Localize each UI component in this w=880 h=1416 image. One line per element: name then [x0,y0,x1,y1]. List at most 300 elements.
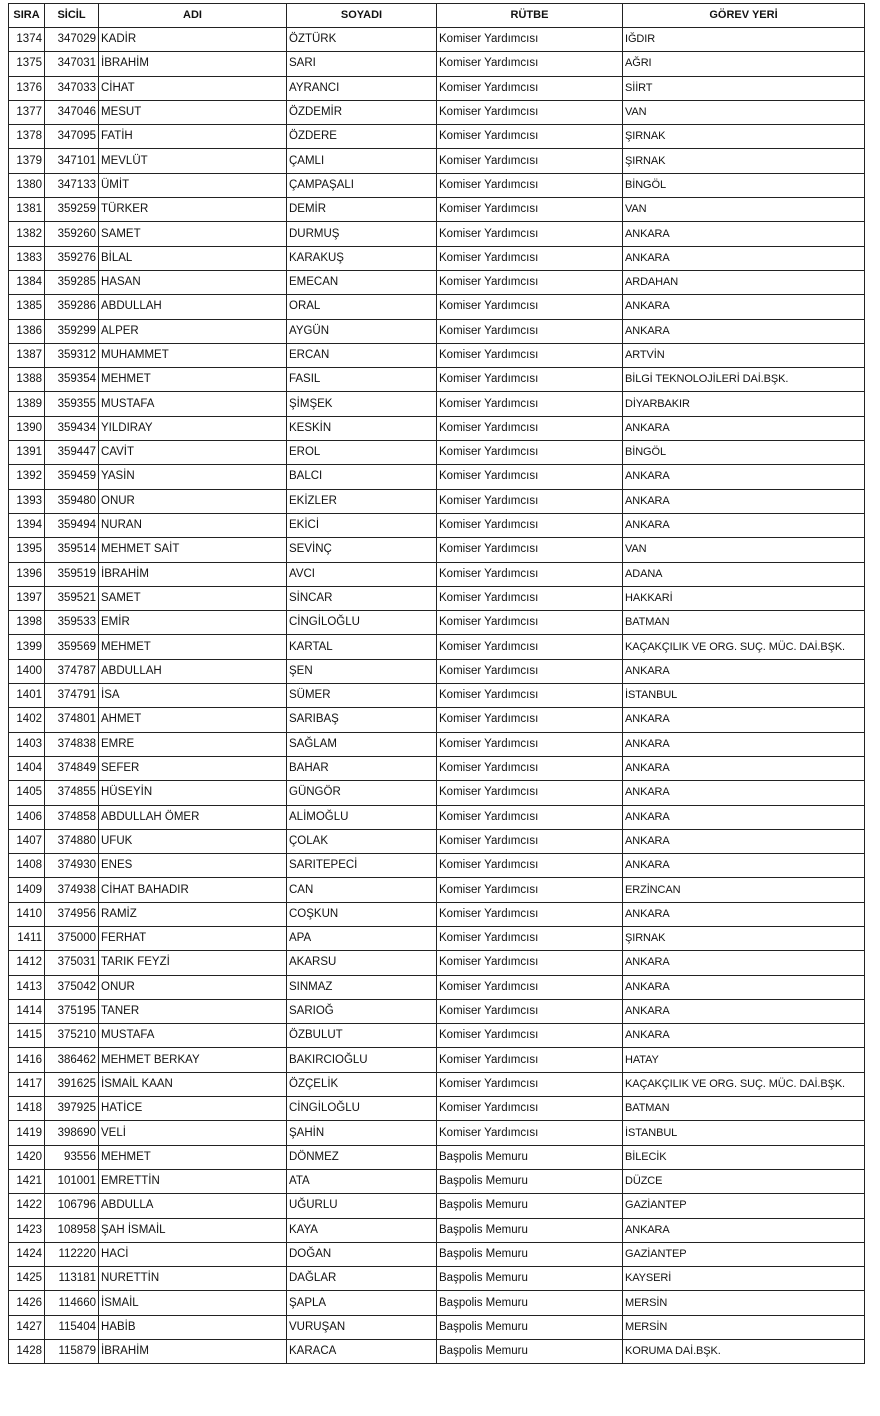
cell-sicil: 359521 [45,586,99,610]
cell-sicil: 374838 [45,732,99,756]
cell-soyadi: SAĞLAM [287,732,437,756]
cell-sira: 1402 [9,708,45,732]
table-row [9,1072,865,1096]
cell-soyadi: KARTAL [287,635,437,659]
cell-sicil: 374880 [45,829,99,853]
cell-sira: 1398 [9,611,45,635]
cell-sicil: 114660 [45,1291,99,1315]
cell-sira: 1382 [9,222,45,246]
cell-sicil: 359260 [45,222,99,246]
cell-adi: İSA [99,684,287,708]
table-row [9,999,865,1023]
cell-adi: AHMET [99,708,287,732]
table-row [9,684,865,708]
cell-adi: ÜMİT [99,173,287,197]
cell-sira: 1418 [9,1097,45,1121]
cell-gorev-yeri: BİNGÖL [623,173,865,197]
cell-gorev-yeri: BİLECİK [623,1145,865,1169]
table-row [9,441,865,465]
cell-sira: 1425 [9,1267,45,1291]
cell-rutbe: Komiser Yardımcısı [437,198,623,222]
cell-gorev-yeri: ŞIRNAK [623,125,865,149]
table-row [9,1242,865,1266]
cell-gorev-yeri: ANKARA [623,732,865,756]
table-row [9,1048,865,1072]
cell-sira: 1388 [9,368,45,392]
cell-adi: CAVİT [99,441,287,465]
table-row [9,198,865,222]
cell-rutbe: Komiser Yardımcısı [437,295,623,319]
cell-rutbe: Komiser Yardımcısı [437,1024,623,1048]
table-row [9,951,865,975]
table-row [9,489,865,513]
cell-soyadi: SINMAZ [287,975,437,999]
cell-adi: SAMET [99,222,287,246]
cell-sira: 1376 [9,76,45,100]
cell-rutbe: Komiser Yardımcısı [437,975,623,999]
cell-gorev-yeri: ARDAHAN [623,270,865,294]
cell-sira: 1417 [9,1072,45,1096]
cell-gorev-yeri: ARTVİN [623,343,865,367]
cell-sicil: 93556 [45,1145,99,1169]
cell-rutbe: Başpolis Memuru [437,1315,623,1339]
cell-adi: ABDULLAH [99,659,287,683]
cell-rutbe: Komiser Yardımcısı [437,76,623,100]
cell-sira: 1380 [9,173,45,197]
cell-sira: 1397 [9,586,45,610]
table-row [9,76,865,100]
cell-rutbe: Başpolis Memuru [437,1218,623,1242]
table-row [9,1267,865,1291]
cell-adi: ALPER [99,319,287,343]
cell-gorev-yeri: AĞRI [623,52,865,76]
cell-gorev-yeri: DİYARBAKIR [623,392,865,416]
header-adi: ADI [99,4,287,28]
cell-gorev-yeri: ANKARA [623,975,865,999]
cell-soyadi: ÇAMLI [287,149,437,173]
cell-rutbe: Başpolis Memuru [437,1291,623,1315]
cell-adi: FERHAT [99,926,287,950]
table-row [9,829,865,853]
cell-adi: TARIK FEYZİ [99,951,287,975]
cell-soyadi: ÖZDERE [287,125,437,149]
cell-gorev-yeri: ANKARA [623,1218,865,1242]
cell-sicil: 359533 [45,611,99,635]
cell-soyadi: FASIL [287,368,437,392]
cell-gorev-yeri: IĞDIR [623,28,865,52]
cell-soyadi: ŞİMŞEK [287,392,437,416]
cell-rutbe: Komiser Yardımcısı [437,1048,623,1072]
cell-sira: 1374 [9,28,45,52]
cell-sicil: 375210 [45,1024,99,1048]
cell-adi: BİLAL [99,246,287,270]
cell-sira: 1416 [9,1048,45,1072]
cell-sicil: 115404 [45,1315,99,1339]
cell-rutbe: Komiser Yardımcısı [437,465,623,489]
cell-sira: 1414 [9,999,45,1023]
cell-adi: İBRAHİM [99,1340,287,1364]
cell-soyadi: DÖNMEZ [287,1145,437,1169]
cell-rutbe: Komiser Yardımcısı [437,1097,623,1121]
cell-rutbe: Komiser Yardımcısı [437,659,623,683]
cell-sira: 1420 [9,1145,45,1169]
cell-gorev-yeri: VAN [623,538,865,562]
cell-rutbe: Komiser Yardımcısı [437,805,623,829]
cell-sira: 1391 [9,441,45,465]
cell-sicil: 347031 [45,52,99,76]
table-row [9,1145,865,1169]
cell-adi: ONUR [99,489,287,513]
cell-gorev-yeri: ANKARA [623,829,865,853]
cell-soyadi: ŞEN [287,659,437,683]
cell-rutbe: Komiser Yardımcısı [437,878,623,902]
cell-gorev-yeri: ANKARA [623,659,865,683]
cell-gorev-yeri: ANKARA [623,465,865,489]
cell-rutbe: Komiser Yardımcısı [437,1072,623,1096]
table-row [9,1169,865,1193]
cell-soyadi: BAHAR [287,756,437,780]
cell-sicil: 359285 [45,270,99,294]
cell-soyadi: ERCAN [287,343,437,367]
header-sicil: SİCİL [45,4,99,28]
cell-rutbe: Komiser Yardımcısı [437,684,623,708]
cell-sicil: 347046 [45,100,99,124]
cell-sicil: 374801 [45,708,99,732]
table-row [9,222,865,246]
cell-adi: İBRAHİM [99,562,287,586]
cell-sicil: 374956 [45,902,99,926]
cell-sira: 1395 [9,538,45,562]
cell-sicil: 374855 [45,781,99,805]
cell-adi: ONUR [99,975,287,999]
cell-rutbe: Komiser Yardımcısı [437,125,623,149]
cell-adi: YASİN [99,465,287,489]
cell-sicil: 374849 [45,756,99,780]
cell-sira: 1385 [9,295,45,319]
cell-soyadi: VURUŞAN [287,1315,437,1339]
cell-adi: CİHAT [99,76,287,100]
cell-sicil: 359312 [45,343,99,367]
table-row [9,1024,865,1048]
cell-soyadi: KARACA [287,1340,437,1364]
cell-gorev-yeri: DÜZCE [623,1169,865,1193]
cell-gorev-yeri: ANKARA [623,246,865,270]
cell-soyadi: SARIBAŞ [287,708,437,732]
cell-gorev-yeri: ANKARA [623,416,865,440]
cell-sicil: 359299 [45,319,99,343]
cell-sicil: 359434 [45,416,99,440]
cell-gorev-yeri: BATMAN [623,611,865,635]
cell-adi: TÜRKER [99,198,287,222]
cell-sicil: 397925 [45,1097,99,1121]
table-row [9,586,865,610]
cell-rutbe: Başpolis Memuru [437,1242,623,1266]
cell-sicil: 359286 [45,295,99,319]
cell-sira: 1389 [9,392,45,416]
cell-sicil: 375195 [45,999,99,1023]
table-row [9,1121,865,1145]
cell-gorev-yeri: KAÇAKÇILIK VE ORG. SUÇ. MÜC. DAİ.BŞK. [623,1072,865,1096]
cell-adi: MESUT [99,100,287,124]
cell-adi: EMRETTİN [99,1169,287,1193]
cell-soyadi: ÖZDEMİR [287,100,437,124]
cell-sira: 1381 [9,198,45,222]
cell-soyadi: UĞURLU [287,1194,437,1218]
cell-gorev-yeri: ANKARA [623,319,865,343]
cell-soyadi: CAN [287,878,437,902]
cell-rutbe: Komiser Yardımcısı [437,781,623,805]
cell-sira: 1375 [9,52,45,76]
cell-soyadi: ÇOLAK [287,829,437,853]
cell-sira: 1390 [9,416,45,440]
cell-sira: 1394 [9,513,45,537]
cell-sira: 1407 [9,829,45,853]
cell-gorev-yeri: ANKARA [623,708,865,732]
cell-soyadi: ÇAMPAŞALI [287,173,437,197]
cell-sicil: 374787 [45,659,99,683]
cell-rutbe: Komiser Yardımcısı [437,999,623,1023]
cell-sicil: 347133 [45,173,99,197]
cell-soyadi: AYGÜN [287,319,437,343]
table-row [9,368,865,392]
cell-rutbe: Komiser Yardımcısı [437,586,623,610]
cell-adi: MEHMET [99,1145,287,1169]
header-rutbe: RÜTBE [437,4,623,28]
cell-sicil: 112220 [45,1242,99,1266]
cell-soyadi: ŞAHİN [287,1121,437,1145]
cell-sira: 1399 [9,635,45,659]
cell-gorev-yeri: ANKARA [623,951,865,975]
cell-gorev-yeri: HAKKARİ [623,586,865,610]
cell-rutbe: Komiser Yardımcısı [437,611,623,635]
cell-gorev-yeri: BATMAN [623,1097,865,1121]
cell-soyadi: KESKİN [287,416,437,440]
cell-rutbe: Komiser Yardımcısı [437,416,623,440]
cell-adi: MUSTAFA [99,392,287,416]
cell-adi: MEVLÜT [99,149,287,173]
cell-adi: MEHMET [99,368,287,392]
cell-soyadi: SARI [287,52,437,76]
cell-sira: 1410 [9,902,45,926]
cell-adi: HATİCE [99,1097,287,1121]
cell-sicil: 359519 [45,562,99,586]
table-row [9,465,865,489]
cell-soyadi: SARITEPECİ [287,854,437,878]
cell-sira: 1411 [9,926,45,950]
cell-sira: 1424 [9,1242,45,1266]
cell-rutbe: Komiser Yardımcısı [437,902,623,926]
cell-soyadi: ÖZBULUT [287,1024,437,1048]
cell-rutbe: Komiser Yardımcısı [437,222,623,246]
cell-sira: 1421 [9,1169,45,1193]
cell-sira: 1419 [9,1121,45,1145]
cell-gorev-yeri: ANKARA [623,756,865,780]
cell-rutbe: Başpolis Memuru [437,1169,623,1193]
cell-sira: 1408 [9,854,45,878]
cell-soyadi: BALCI [287,465,437,489]
cell-adi: HABİB [99,1315,287,1339]
cell-gorev-yeri: VAN [623,198,865,222]
cell-sicil: 359514 [45,538,99,562]
cell-soyadi: SARIOĞ [287,999,437,1023]
cell-soyadi: CİNGİLOĞLU [287,611,437,635]
table-row [9,343,865,367]
cell-gorev-yeri: ANKARA [623,805,865,829]
cell-gorev-yeri: İSTANBUL [623,684,865,708]
cell-adi: KADİR [99,28,287,52]
table-row [9,1218,865,1242]
cell-gorev-yeri: ANKARA [623,222,865,246]
cell-soyadi: CİNGİLOĞLU [287,1097,437,1121]
cell-adi: MEHMET [99,635,287,659]
table-row [9,513,865,537]
cell-adi: ABDULLAH ÖMER [99,805,287,829]
cell-sicil: 374791 [45,684,99,708]
table-row [9,805,865,829]
header-row [9,4,865,28]
cell-adi: SAMET [99,586,287,610]
cell-soyadi: DURMUŞ [287,222,437,246]
cell-gorev-yeri: HATAY [623,1048,865,1072]
cell-soyadi: DOĞAN [287,1242,437,1266]
cell-soyadi: APA [287,926,437,950]
table-row [9,295,865,319]
personnel-table [8,3,865,1364]
cell-rutbe: Komiser Yardımcısı [437,246,623,270]
table-body [9,28,865,1364]
cell-adi: UFUK [99,829,287,853]
cell-adi: VELİ [99,1121,287,1145]
cell-rutbe: Komiser Yardımcısı [437,28,623,52]
cell-adi: İSMAİL [99,1291,287,1315]
table-row [9,28,865,52]
cell-adi: MUSTAFA [99,1024,287,1048]
cell-sicil: 115879 [45,1340,99,1364]
cell-sicil: 359459 [45,465,99,489]
cell-sicil: 359354 [45,368,99,392]
cell-sira: 1412 [9,951,45,975]
cell-gorev-yeri: GAZİANTEP [623,1242,865,1266]
cell-gorev-yeri: ANKARA [623,902,865,926]
table-row [9,125,865,149]
header-sira: SIRA [9,4,45,28]
cell-gorev-yeri: VAN [623,100,865,124]
cell-sira: 1386 [9,319,45,343]
cell-adi: CİHAT BAHADIR [99,878,287,902]
cell-soyadi: KARAKUŞ [287,246,437,270]
table-row [9,975,865,999]
cell-rutbe: Komiser Yardımcısı [437,829,623,853]
cell-rutbe: Komiser Yardımcısı [437,732,623,756]
cell-sira: 1405 [9,781,45,805]
cell-sicil: 359355 [45,392,99,416]
table-row [9,708,865,732]
cell-soyadi: AVCI [287,562,437,586]
cell-soyadi: EKİZLER [287,489,437,513]
cell-sira: 1423 [9,1218,45,1242]
cell-adi: ABDULLAH [99,295,287,319]
cell-sira: 1406 [9,805,45,829]
cell-gorev-yeri: ANKARA [623,999,865,1023]
cell-rutbe: Başpolis Memuru [437,1194,623,1218]
cell-rutbe: Komiser Yardımcısı [437,343,623,367]
table-row [9,732,865,756]
cell-sicil: 347033 [45,76,99,100]
table-row [9,392,865,416]
cell-sicil: 375042 [45,975,99,999]
table-row [9,611,865,635]
table-row [9,926,865,950]
cell-sicil: 391625 [45,1072,99,1096]
cell-adi: NURAN [99,513,287,537]
cell-gorev-yeri: ANKARA [623,295,865,319]
table-row [9,659,865,683]
table-row [9,1097,865,1121]
table-row [9,1194,865,1218]
cell-gorev-yeri: KAÇAKÇILIK VE ORG. SUÇ. MÜC. DAİ.BŞK. [623,635,865,659]
cell-sicil: 359480 [45,489,99,513]
cell-adi: HÜSEYİN [99,781,287,805]
table-row [9,1340,865,1364]
cell-rutbe: Komiser Yardımcısı [437,926,623,950]
cell-rutbe: Komiser Yardımcısı [437,854,623,878]
cell-adi: ŞAH İSMAİL [99,1218,287,1242]
cell-adi: ENES [99,854,287,878]
cell-gorev-yeri: ADANA [623,562,865,586]
cell-gorev-yeri: ŞIRNAK [623,926,865,950]
cell-sira: 1378 [9,125,45,149]
cell-adi: MEHMET SAİT [99,538,287,562]
cell-sira: 1393 [9,489,45,513]
cell-sicil: 374938 [45,878,99,902]
cell-sira: 1396 [9,562,45,586]
cell-sira: 1415 [9,1024,45,1048]
cell-rutbe: Komiser Yardımcısı [437,392,623,416]
cell-adi: HASAN [99,270,287,294]
cell-rutbe: Komiser Yardımcısı [437,270,623,294]
cell-soyadi: KAYA [287,1218,437,1242]
cell-sicil: 386462 [45,1048,99,1072]
cell-sicil: 374930 [45,854,99,878]
cell-sicil: 359569 [45,635,99,659]
cell-sira: 1384 [9,270,45,294]
cell-gorev-yeri: İSTANBUL [623,1121,865,1145]
cell-rutbe: Komiser Yardımcısı [437,100,623,124]
cell-soyadi: DAĞLAR [287,1267,437,1291]
cell-rutbe: Komiser Yardımcısı [437,441,623,465]
cell-sira: 1403 [9,732,45,756]
cell-soyadi: ÖZTÜRK [287,28,437,52]
cell-adi: SEFER [99,756,287,780]
cell-gorev-yeri: ERZİNCAN [623,878,865,902]
cell-rutbe: Başpolis Memuru [437,1267,623,1291]
cell-sira: 1383 [9,246,45,270]
table-row [9,52,865,76]
cell-sicil: 359447 [45,441,99,465]
cell-sicil: 347029 [45,28,99,52]
cell-sira: 1379 [9,149,45,173]
cell-adi: MUHAMMET [99,343,287,367]
table-header [9,4,865,28]
cell-sira: 1426 [9,1291,45,1315]
cell-gorev-yeri: ANKARA [623,489,865,513]
cell-rutbe: Komiser Yardımcısı [437,513,623,537]
header-soyadi: SOYADI [287,4,437,28]
cell-soyadi: BAKIRCIOĞLU [287,1048,437,1072]
cell-soyadi: EMECAN [287,270,437,294]
header-gorev-yeri: GÖREV YERİ [623,4,865,28]
cell-sira: 1409 [9,878,45,902]
